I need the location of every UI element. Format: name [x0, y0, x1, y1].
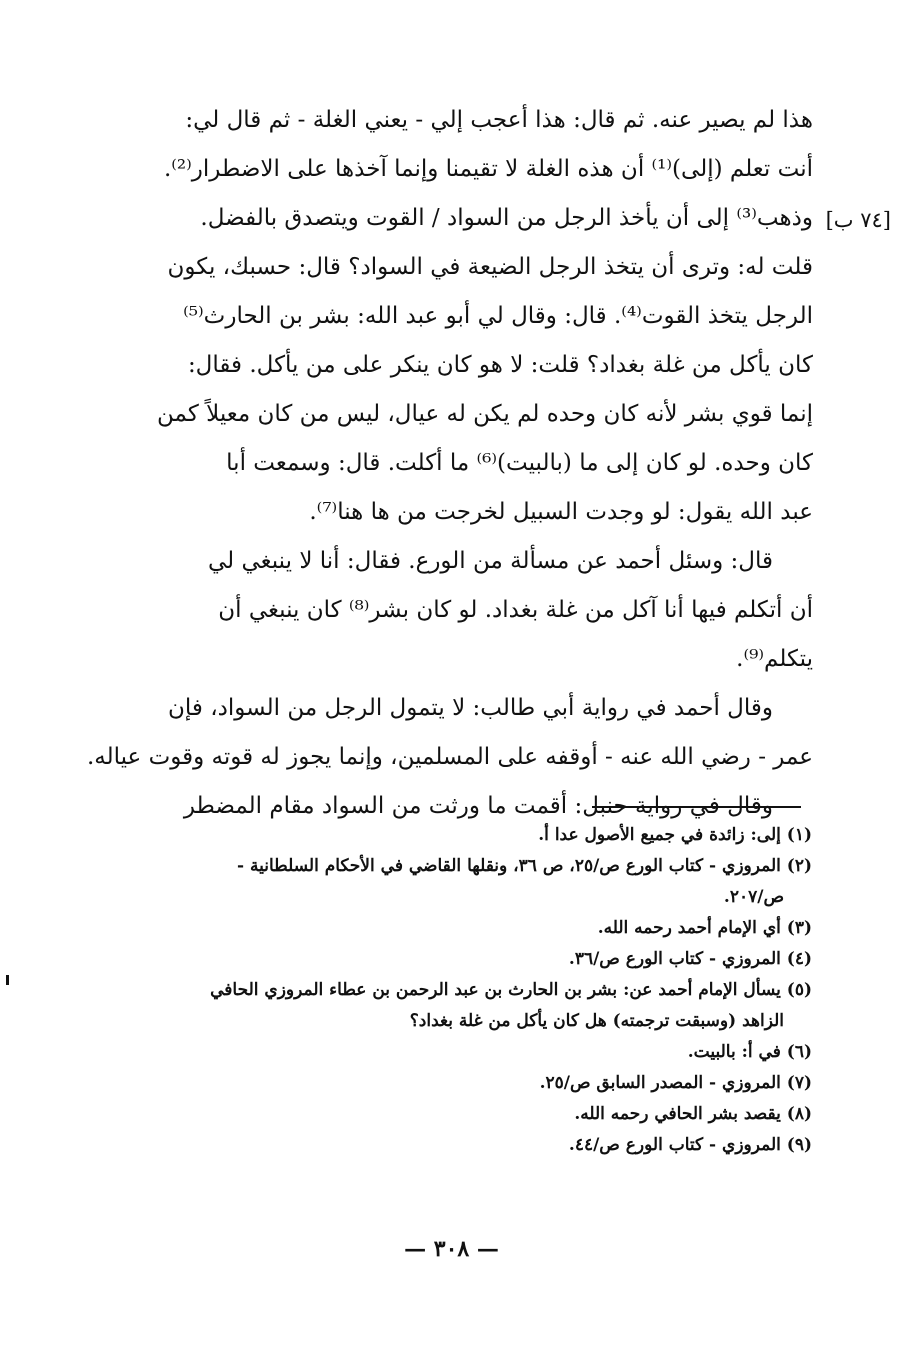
text-line: الرجل يتخذ القوت⁽⁴⁾. قال: وقال لي أبو عبد الله: بشر بن الحارث⁽⁵⁾ [183, 303, 813, 329]
text-line: وقال أحمد في رواية أبي طالب: لا يتمول الرجل من السواد، فإن [168, 695, 773, 721]
text-line: قلت له: وترى أن يتخذ الرجل الضيعة في السواد؟ قال: حسبك، يكون [167, 254, 813, 280]
text-line: وقال في رواية حنبل: أقمت ما ورثت من السواد مقام المضطر [183, 793, 773, 819]
text-line: وذهب⁽³⁾ إلى أن يأخذ الرجل من السواد / القوت ويتصدق بالفضل. [200, 205, 813, 231]
footnote-continuation: الزاهد (وسبقت ترجمته) هل كان يأكل من غلة بغداد؟ [409, 1011, 784, 1031]
footnote: (٢) المروزي - كتاب الورع ص/٢٥، ص ٣٦، ونقلها القاضي في الأحكام السلطانية - [237, 856, 812, 876]
footnote: (٣) أي الإمام أحمد رحمه الله. [597, 918, 812, 938]
text-line: هذا لم يصير عنه. ثم قال: هذا أعجب إلي - يعني الغلة - ثم قال لي: [185, 107, 813, 133]
footnote: (٩) المروزي - كتاب الورع ص/٤٤. [568, 1135, 812, 1155]
text-line: عبد الله يقول: لو وجدت السبيل لخرجت من ها هنا⁽⁷⁾. [309, 499, 813, 525]
footnote-continuation: ص/٢٠٧. [723, 887, 784, 907]
text-line: عمر - رضي الله عنه - أوقفه على المسلمين، وإنما يجوز له قوته وقوت عياله. [86, 744, 813, 770]
text-line: قال: وسئل أحمد عن مسألة من الورع. فقال: أنا لا ينبغي لي [207, 548, 773, 574]
footnotes [96, 820, 812, 1161]
footnote: (٦) في أ: بالبيت. [687, 1042, 812, 1062]
manuscript-folio-marker: [٧٤ ب] [825, 208, 891, 232]
text-line: أن أتكلم فيها أنا آكل من غلة بغداد. لو كان بشر⁽⁸⁾ كان ينبغي أن [218, 597, 813, 623]
footnote: (٤) المروزي - كتاب الورع ص/٣٦. [568, 949, 812, 969]
page-number: — ٣٠٨ — [404, 1236, 499, 1262]
text-line: كان يأكل من غلة بغداد؟ قلت: لا هو كان ينكر على من يأكل. فقال: [187, 352, 813, 378]
text-line: إنما قوي بشر لأنه كان وحده لم يكن له عيال، ليس من كان معيلاً كمن [157, 401, 813, 427]
footnote: (٧) المروزي - المصدر السابق ص/٢٥. [539, 1073, 812, 1093]
footnote: (٥) يسأل الإمام أحمد عن: بشر بن الحارث بن عبد الرحمن بن عطاء المروزي الحافي [210, 980, 812, 1000]
footnote: (١) إلى: زائدة في جميع الأصول عدا أ. [538, 825, 812, 845]
text-line: أنت تعلم (إلى)⁽¹⁾ أن هذه الغلة لا تقيمنا وإنما آخذها على الاضطرار⁽²⁾. [163, 156, 813, 182]
scan-edge-mark [6, 975, 9, 985]
main-text [86, 96, 813, 831]
text-line: يتكلم⁽⁹⁾. [736, 646, 813, 672]
footnote: (٨) يقصد بشر الحافي رحمه الله. [574, 1104, 812, 1124]
text-line: كان وحده. لو كان إلى ما (بالبيت)⁽⁶⁾ ما أكلت. قال: وسمعت أبا [226, 450, 813, 476]
footnote-separator [592, 806, 801, 808]
